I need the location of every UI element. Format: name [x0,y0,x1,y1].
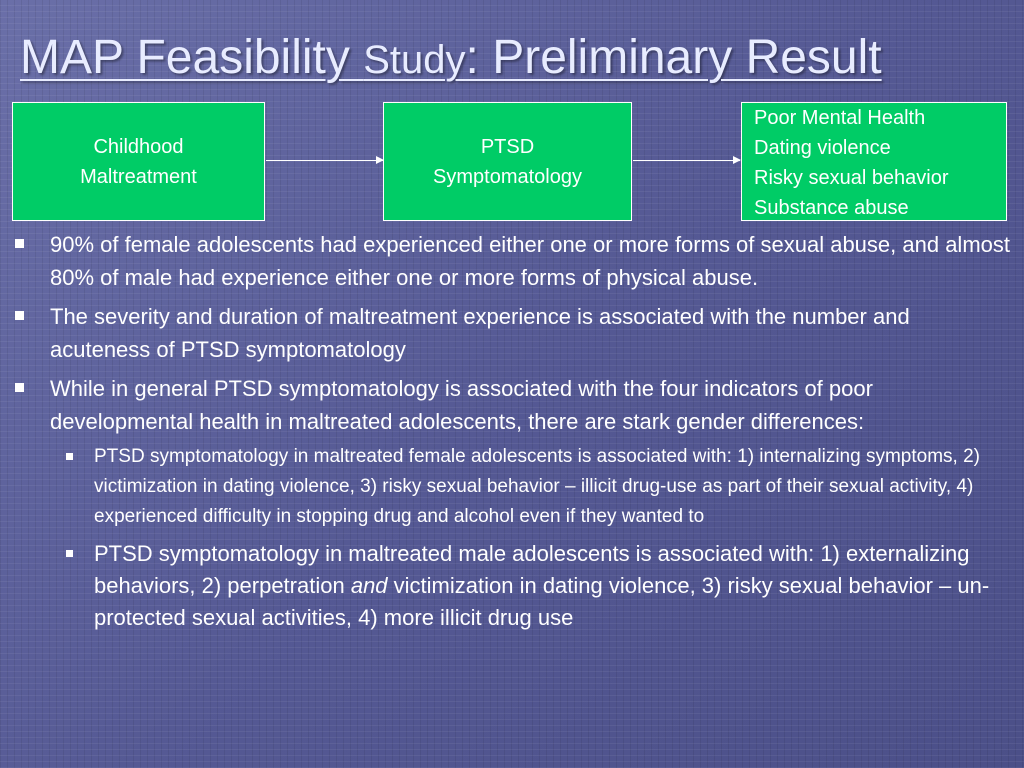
flow-box-2-line-1: PTSD [480,135,535,158]
slide-title [20,30,882,88]
sub-bullet-text-part-2: victimization in dating violence, 3) risky sexual behavior – un-protected sexual activities, 4) more illicit drug use [94,573,990,630]
bullet-item [0,372,1024,438]
square-bullet-icon [15,239,24,248]
square-sub-bullet-icon [66,453,73,460]
square-sub-bullet-icon [66,550,73,557]
title-part-2: Study [363,38,466,82]
flow-arrow-1 [266,160,383,161]
flow-box-outcomes [741,102,1007,221]
bullet-item [0,300,1024,366]
square-bullet-icon [15,311,24,320]
sub-bullet-text: PTSD symptomatology in maltreated female adolescents is associated with: 1) internalizing symptoms, 2) victimization in dating violence, 3) risky sexual behavior – illicit drug-use as part of their sexual activity, 4) experienced difficulty in stopping drug and alcohol even if they wanted to [94,446,980,527]
flow-box-1-line-1: Childhood [93,135,184,158]
flow-box-childhood-maltreatment [12,102,265,221]
sub-bullet-item-female [0,442,1024,532]
bullet-item [0,228,1024,294]
flow-arrow-2 [633,160,740,161]
title-part-3: : Preliminary Result [465,31,882,84]
flow-box-1-line-2: Maltreatment [80,165,197,188]
bullet-text: While in general PTSD symptomatology is associated with the four indicators of poor developmental health in maltreated adolescents, there are stark gender differences: [50,376,873,434]
flow-box-2-line-2: Symptomatology [433,165,582,188]
flow-box-ptsd-symptomatology [383,102,632,221]
outcome-risky-sexual-behavior: Risky sexual behavior [754,167,949,189]
bullet-text: The severity and duration of maltreatment experience is associated with the number and acuteness of PTSD symptomatology [50,304,910,362]
outcome-dating-violence: Dating violence [754,137,891,159]
square-bullet-icon [15,383,24,392]
outcome-poor-mental-health: Poor Mental Health [754,107,926,129]
sub-bullet-text-part-1: PTSD symptomatology in maltreated male adolescents is associated with: 1) externalizing behaviors, 2) perpetration [94,541,970,598]
sub-bullet-italic-and: and [350,573,388,598]
bullet-list [0,228,1024,640]
bullet-text: 90% of female adolescents had experienced either one or more forms of sexual abuse, and almost 80% of male had experience either one or more forms of physical abuse. [50,232,1010,290]
title-part-1: MAP Feasibility [20,31,364,84]
sub-bullet-item-male [0,538,1024,634]
outcome-substance-abuse: Substance abuse [754,197,909,219]
